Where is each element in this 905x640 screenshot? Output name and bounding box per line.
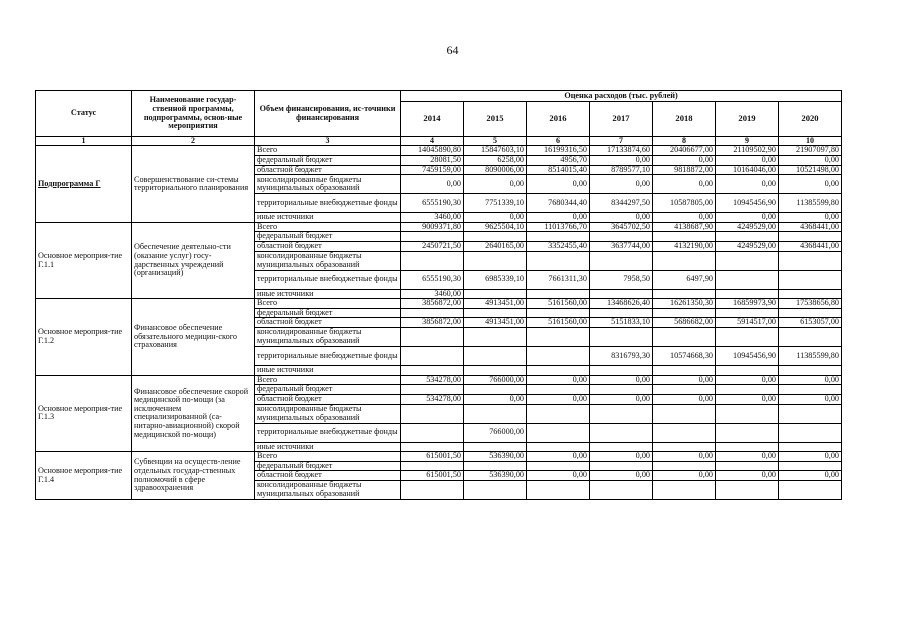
amount-cell: 2450721,50 [401,242,464,252]
amount-cell [527,404,590,423]
amount-cell [779,385,842,395]
amount-cell: 0,00 [653,213,716,223]
funding-source-cell: федеральный бюджет [255,461,401,471]
amount-cell: 0,00 [779,156,842,166]
amount-cell: 534278,00 [401,394,464,404]
amount-cell [653,480,716,499]
amount-cell: 9009371,80 [401,222,464,232]
amount-cell: 0,00 [779,175,842,194]
amount-cell: 4368441,00 [779,242,842,252]
amount-cell [527,289,590,299]
amount-cell: 0,00 [527,175,590,194]
amount-cell [653,461,716,471]
column-number: 2 [132,137,255,146]
funding-source-cell: территориальные внебюджетные фонды [255,347,401,366]
header-year: 2016 [527,102,590,137]
amount-cell: 5151833,10 [590,318,653,328]
amount-cell: 10164046,00 [716,165,779,175]
amount-cell [527,366,590,376]
funding-source-cell: Всего [255,452,401,462]
amount-cell: 0,00 [716,375,779,385]
amount-cell [653,404,716,423]
amount-cell: 5914517,00 [716,318,779,328]
header-year: 2017 [590,102,653,137]
amount-cell: 11385599,80 [779,194,842,213]
amount-cell: 0,00 [779,394,842,404]
amount-cell: 0,00 [716,471,779,481]
amount-cell: 0,00 [590,394,653,404]
amount-cell [779,404,842,423]
amount-cell: 4913451,00 [464,318,527,328]
amount-cell [779,270,842,289]
amount-cell: 0,00 [779,452,842,462]
amount-cell: 6258,00 [464,156,527,166]
amount-cell [464,442,527,452]
amount-cell: 0,00 [716,394,779,404]
funding-source-cell: иные источники [255,366,401,376]
amount-cell [779,366,842,376]
amount-cell [779,328,842,347]
amount-cell [716,480,779,499]
funding-source-cell: консолидированные бюджеты муниципальных образований [255,480,401,499]
funding-source-cell: федеральный бюджет [255,232,401,242]
amount-cell [401,461,464,471]
status-label: Основное мероприя-тие Г.1.2 [38,327,123,345]
amount-cell: 10945456,90 [716,194,779,213]
amount-cell [716,423,779,442]
amount-cell: 10587805,00 [653,194,716,213]
column-number: 3 [255,137,401,146]
amount-cell [590,289,653,299]
amount-cell: 0,00 [527,375,590,385]
amount-cell [590,442,653,452]
amount-cell: 0,00 [590,452,653,462]
table-row [36,299,842,309]
funding-source-cell: территориальные внебюджетные фонды [255,194,401,213]
amount-cell: 0,00 [527,471,590,481]
amount-cell [779,289,842,299]
page-number: 64 [446,43,459,57]
amount-cell [527,423,590,442]
column-number: 4 [401,137,464,146]
amount-cell: 6497,90 [653,270,716,289]
header-estimate: Оценка расходов (тыс. рублей) [401,91,842,102]
table-row [36,452,842,462]
amount-cell [590,251,653,270]
amount-cell [401,480,464,499]
amount-cell [527,480,590,499]
funding-source-cell: консолидированные бюджеты муниципальных образований [255,328,401,347]
funding-source-cell: Всего [255,146,401,156]
amount-cell [527,308,590,318]
program-name-cell: Субвенции на осуществ-ление отдельных государ-ственных полномочий в сфере здравоохранения [132,452,255,500]
funding-source-cell: иные источники [255,442,401,452]
header-status: Статус [36,91,132,137]
amount-cell [653,328,716,347]
status-cell [36,375,132,451]
amount-cell: 8789577,10 [590,165,653,175]
funding-source-cell: областной бюджет [255,318,401,328]
amount-cell [464,385,527,395]
amount-cell [464,347,527,366]
amount-cell [716,308,779,318]
column-number: 5 [464,137,527,146]
amount-cell: 4249529,00 [716,242,779,252]
header-funding: Объем финансирования, ис-точники финансирования [255,91,401,137]
amount-cell: 16859973,90 [716,299,779,309]
amount-cell: 17538656,80 [779,299,842,309]
program-name-cell: Обеспечение деятельно-сти (оказание услуг) госу-дарственных учреждений (организаций) [132,222,255,298]
amount-cell: 0,00 [779,375,842,385]
amount-cell: 0,00 [590,213,653,223]
funding-source-cell: иные источники [255,213,401,223]
amount-cell [464,308,527,318]
amount-cell [653,442,716,452]
amount-cell: 0,00 [590,156,653,166]
amount-cell [464,289,527,299]
funding-source-cell: федеральный бюджет [255,385,401,395]
amount-cell: 20406677,00 [653,146,716,156]
amount-cell [401,385,464,395]
amount-cell: 536390,00 [464,471,527,481]
amount-cell [590,308,653,318]
status-label: Основное мероприя-тие Г.1.1 [38,250,123,269]
amount-cell [464,328,527,347]
amount-cell: 28081,50 [401,156,464,166]
column-number: 9 [716,137,779,146]
amount-cell: 7958,50 [590,270,653,289]
amount-cell [401,442,464,452]
amount-cell: 0,00 [590,375,653,385]
amount-cell: 0,00 [716,156,779,166]
amount-cell: 0,00 [716,452,779,462]
status-cell [36,146,132,222]
funding-source-cell: Всего [255,375,401,385]
amount-cell: 0,00 [464,175,527,194]
amount-cell [779,232,842,242]
amount-cell [527,385,590,395]
amount-cell: 21907097,80 [779,146,842,156]
amount-cell [590,328,653,347]
amount-cell: 7680344,40 [527,194,590,213]
amount-cell: 3856872,00 [401,318,464,328]
program-name-cell: Совершенствование си-стемы территориального планирования [132,146,255,222]
amount-cell: 0,00 [590,471,653,481]
funding-source-cell: областной бюджет [255,394,401,404]
amount-cell: 4132190,00 [653,242,716,252]
amount-cell: 0,00 [653,175,716,194]
funding-source-cell: территориальные внебюджетные фонды [255,270,401,289]
amount-cell: 3460,00 [401,289,464,299]
amount-cell: 16261350,30 [653,299,716,309]
table-row [36,222,842,232]
amount-cell: 536390,00 [464,452,527,462]
funding-source-cell: федеральный бюджет [255,308,401,318]
amount-cell: 0,00 [527,394,590,404]
amount-cell [590,232,653,242]
amount-cell: 0,00 [527,213,590,223]
status-cell [36,299,132,375]
amount-cell: 0,00 [464,394,527,404]
funding-source-cell: территориальные внебюджетные фонды [255,423,401,442]
amount-cell [653,289,716,299]
financing-table [35,90,842,500]
amount-cell [464,232,527,242]
header-year: 2020 [779,102,842,137]
amount-cell: 0,00 [779,471,842,481]
amount-cell: 8344297,50 [590,194,653,213]
amount-cell [590,423,653,442]
table-row [36,146,842,156]
amount-cell: 0,00 [653,156,716,166]
amount-cell [527,347,590,366]
amount-cell [653,308,716,318]
amount-cell: 2640165,00 [464,242,527,252]
amount-cell: 10521498,00 [779,165,842,175]
amount-cell: 7751339,10 [464,194,527,213]
amount-cell: 3637744,00 [590,242,653,252]
program-name-cell: Финансовое обеспечение скорой медицинской по-мощи (за исключением специализированной (са-нитарно-авиационной) скорой медицинской по-мощи) [132,375,255,451]
amount-cell [401,423,464,442]
amount-cell: 0,00 [590,175,653,194]
funding-source-cell: консолидированные бюджеты муниципальных образований [255,251,401,270]
amount-cell: 7661311,30 [527,270,590,289]
amount-cell: 6555190,30 [401,270,464,289]
amount-cell: 8316793,30 [590,347,653,366]
funding-source-cell: консолидированные бюджеты муниципальных образований [255,175,401,194]
amount-cell [401,251,464,270]
column-number-row [36,137,842,146]
funding-source-cell: иные источники [255,289,401,299]
column-number: 7 [590,137,653,146]
amount-cell: 0,00 [653,394,716,404]
amount-cell [779,442,842,452]
amount-cell: 10945456,90 [716,347,779,366]
funding-source-cell: областной бюджет [255,165,401,175]
header-year: 2018 [653,102,716,137]
amount-cell [527,232,590,242]
header-year: 2015 [464,102,527,137]
amount-cell [527,442,590,452]
amount-cell [464,251,527,270]
amount-cell [653,232,716,242]
amount-cell [716,328,779,347]
amount-cell [716,289,779,299]
amount-cell: 5686682,00 [653,318,716,328]
amount-cell: 15847603,10 [464,146,527,156]
amount-cell: 0,00 [779,213,842,223]
amount-cell: 16199316,50 [527,146,590,156]
amount-cell: 6985339,10 [464,270,527,289]
amount-cell [779,423,842,442]
amount-cell: 7459159,00 [401,165,464,175]
amount-cell [401,366,464,376]
amount-cell [464,404,527,423]
amount-cell: 8090006,00 [464,165,527,175]
amount-cell: 5161560,00 [527,318,590,328]
table-body [36,146,842,500]
amount-cell [527,461,590,471]
amount-cell: 766000,00 [464,375,527,385]
funding-source-cell: Всего [255,299,401,309]
amount-cell [779,461,842,471]
column-number: 10 [779,137,842,146]
status-cell [36,222,132,298]
amount-cell: 615001,50 [401,452,464,462]
amount-cell: 3645702,50 [590,222,653,232]
amount-cell: 17133874,60 [590,146,653,156]
amount-cell [527,328,590,347]
amount-cell [779,251,842,270]
amount-cell: 8514015,40 [527,165,590,175]
amount-cell: 0,00 [653,375,716,385]
amount-cell [653,385,716,395]
amount-cell: 0,00 [716,175,779,194]
amount-cell: 615001,50 [401,471,464,481]
amount-cell: 0,00 [401,175,464,194]
amount-cell: 3460,00 [401,213,464,223]
amount-cell [716,251,779,270]
amount-cell: 6153057,00 [779,318,842,328]
funding-source-cell: федеральный бюджет [255,156,401,166]
header-year: 2019 [716,102,779,137]
funding-source-cell: областной бюджет [255,242,401,252]
amount-cell: 4138687,90 [653,222,716,232]
amount-cell [401,404,464,423]
header-year: 2014 [401,102,464,137]
header-name: Наименование государ-ственной программы, подпрограммы, основ-ные мероприятия [132,91,255,137]
amount-cell: 4956,70 [527,156,590,166]
status-label: Подпрограмма Г [38,178,101,188]
amount-cell: 9818872,00 [653,165,716,175]
amount-cell: 13468626,40 [590,299,653,309]
amount-cell: 0,00 [653,471,716,481]
column-number: 6 [527,137,590,146]
amount-cell: 766000,00 [464,423,527,442]
amount-cell [716,385,779,395]
amount-cell [527,251,590,270]
funding-source-cell: консолидированные бюджеты муниципальных образований [255,404,401,423]
amount-cell: 0,00 [716,213,779,223]
amount-cell [779,308,842,318]
amount-cell: 4249529,00 [716,222,779,232]
amount-cell: 14045890,80 [401,146,464,156]
amount-cell: 0,00 [527,452,590,462]
amount-cell [653,423,716,442]
amount-cell [464,461,527,471]
amount-cell [653,366,716,376]
amount-cell [716,270,779,289]
amount-cell [401,308,464,318]
amount-cell: 21109502,90 [716,146,779,156]
amount-cell [716,442,779,452]
status-label: Основное мероприя-тие Г.1.3 [38,403,123,422]
amount-cell [590,404,653,423]
column-number: 8 [653,137,716,146]
amount-cell: 3352455,40 [527,242,590,252]
amount-cell: 9625504,10 [464,222,527,232]
amount-cell [401,347,464,366]
status-cell [36,452,132,500]
amount-cell [464,366,527,376]
amount-cell [590,366,653,376]
amount-cell: 0,00 [464,213,527,223]
funding-source-cell: Всего [255,222,401,232]
amount-cell [653,251,716,270]
amount-cell [779,480,842,499]
amount-cell: 11013766,70 [527,222,590,232]
amount-cell: 11385599,80 [779,347,842,366]
amount-cell [401,232,464,242]
program-name-cell: Финансовое обеспечение обязательного медицин-ского страхования [132,299,255,375]
amount-cell [716,461,779,471]
amount-cell: 5161560,00 [527,299,590,309]
amount-cell: 0,00 [653,452,716,462]
amount-cell: 4913451,00 [464,299,527,309]
amount-cell [590,480,653,499]
status-label: Основное мероприя-тие Г.1.4 [38,465,123,484]
table-row [36,375,842,385]
amount-cell [401,328,464,347]
amount-cell: 4368441,00 [779,222,842,232]
amount-cell [716,404,779,423]
amount-cell: 3856872,00 [401,299,464,309]
amount-cell [464,480,527,499]
amount-cell [590,385,653,395]
column-number: 1 [36,137,132,146]
amount-cell [716,366,779,376]
amount-cell: 6555190,30 [401,194,464,213]
amount-cell [590,461,653,471]
funding-source-cell: областной бюджет [255,471,401,481]
amount-cell: 10574668,30 [653,347,716,366]
amount-cell: 534278,00 [401,375,464,385]
amount-cell [716,232,779,242]
